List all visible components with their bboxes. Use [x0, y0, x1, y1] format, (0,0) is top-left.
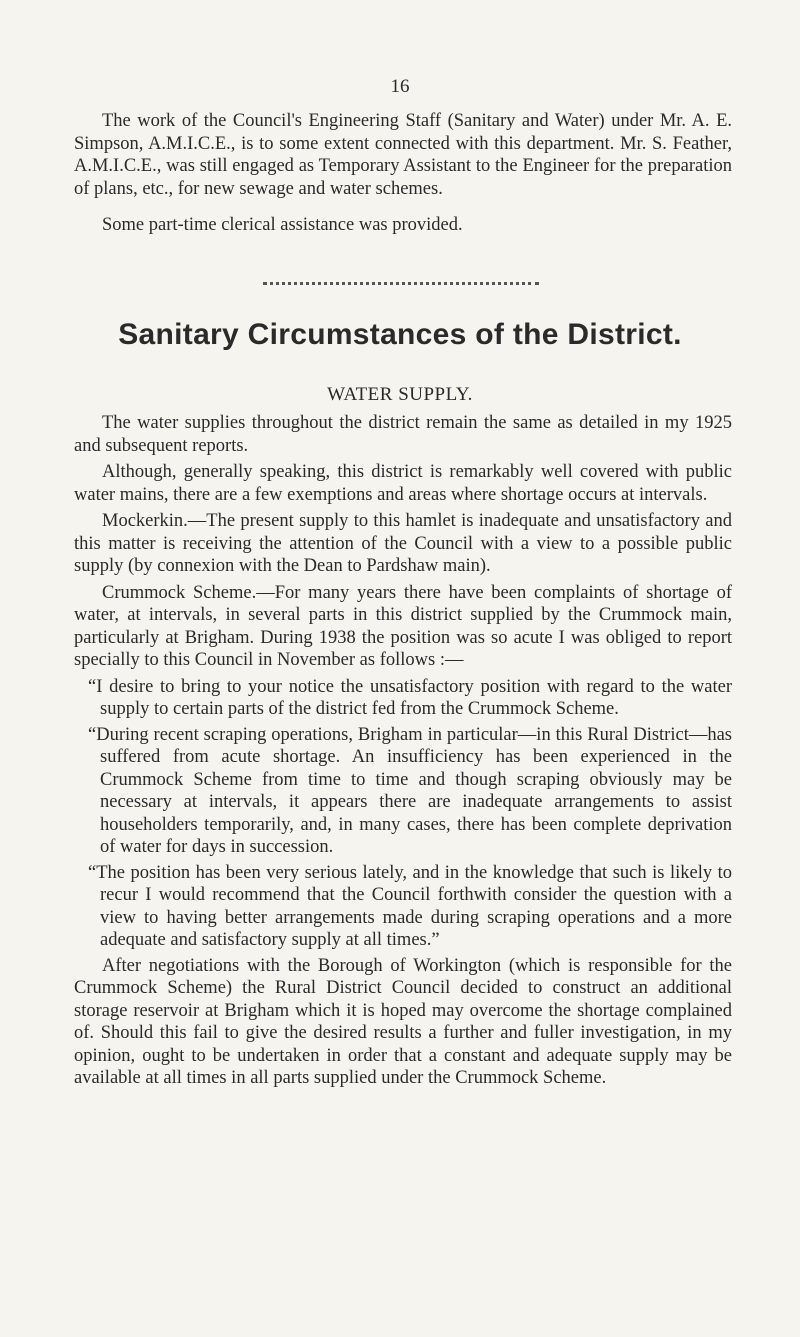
body-paragraph: After negotiations with the Borough of Workington (which is responsible for the Crummock Scheme) the Rural District Council decided to construct an additional storage reservoir at Brigham which it is hoped may overcome the shortage complained of. Should this fail to give the desired results a further and fuller investigation, in my opinion, ought to be undertaken in order that a constant and adequate supply may be available at all times in all parts supplied under the Crummock Scheme.: [74, 955, 732, 1088]
body-paragraph: The water supplies throughout the district remain the same as detailed in my 1925 and subsequent reports.: [74, 413, 732, 456]
intro-section: [74, 110, 732, 237]
section-heading: Sanitary Circumstances of the District.: [118, 318, 682, 351]
body-paragraph: Mockerkin.—The present supply to this hamlet is inadequate and unsatisfactory and this matter is receiving the attention of the Council with a view to a possible public supply (by connexion with the Dean to Pardshaw main).: [74, 511, 732, 576]
body-paragraph: Crummock Scheme.—For many years there have been complaints of shortage of water, at intervals, in several parts in this district supplied by the Crummock main, particularly at Brigham. During 1938 the position was so acute I was obliged to report specially to this Council in November as follows :—: [74, 582, 732, 670]
quoted-paragraph: “During recent scraping operations, Brigham in particular—in this Rural District—has suffered from acute shortage. An insufficiency has been experienced in the Crummock Scheme from time to time and though scraping obviously may be necessary at intervals, it appears there are inadequate arrangements to assist householders temporarily, and, in many cases, there has been complete deprivation of water for days in succession.: [88, 724, 732, 857]
page-number: 16: [390, 76, 410, 97]
dotted-divider: [263, 282, 539, 285]
water-supply-section: [74, 412, 732, 1094]
section-subheading: WATER SUPPLY.: [327, 384, 473, 405]
quoted-paragraph: “The position has been very serious lately, and in the knowledge that such is likely to recur I would recommend that the Council forthwith consider the question with a view to having better arrangements made during scraping operations and a more adequate and satisfactory supply at all times.”: [88, 862, 732, 950]
intro-paragraph: The work of the Council's Engineering Staff (Sanitary and Water) under Mr. A. E. Simpson, A.M.I.C.E., is to some extent connected with this department. Mr. S. Feather, A.M.I.C.E., was still engaged as Temporary Assistant to the Engineer for the preparation of plans, etc., for new sewage and water schemes.: [74, 111, 732, 199]
body-paragraph: Although, generally speaking, this district is remarkably well covered with public water mains, there are a few exemptions and areas where shortage occurs at intervals.: [74, 462, 732, 505]
intro-paragraph: Some part-time clerical assistance was provided.: [102, 215, 463, 235]
quoted-paragraph: “I desire to bring to your notice the unsatisfactory position with regard to the water supply to certain parts of the district fed from the Crummock Scheme.: [88, 676, 732, 719]
